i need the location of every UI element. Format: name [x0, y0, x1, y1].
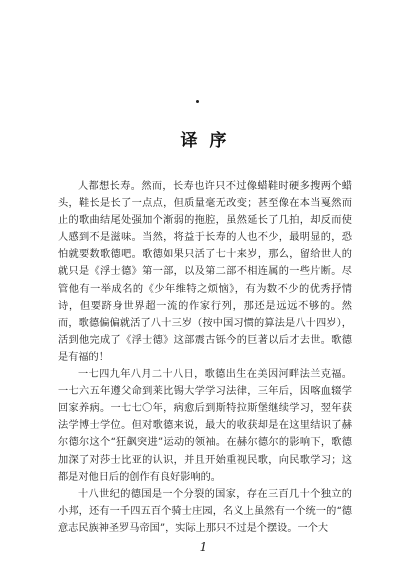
- paragraph-1: 人都想长寿。然而，长寿也许只不过像蜡鞋时硬多搜两个蜡头，鞋长是长了一点点，但质量毫无改变；甚至像在本当戛然而止的歌曲结尾处强加个渐弱的拖腔，虽然延长了几拍，却反而使人感到不是滋味。当然，将益于长寿的人也不少，最明显的，恐怕就要数歌德吧。歌德如果只活了七十来岁，那么，留给世人的就只是《浮士德》第一部，以及第二部不相连属的一些片断。尽管他有一举成名的《少年维特之烦恼》，有为数不少的优秀抒情诗，但要跻身世界超一流的作家行列，那还是远远不够的。然而，歌德偏偏就活了八十三岁（按中国习惯的算法是八十四岁），活到他完成了《浮士德》这部震古铄今的巨著以后才去世。歌德是有福的！: [58, 181, 352, 363]
- body-text: [58, 178, 352, 537]
- page-number: 1: [199, 540, 208, 554]
- paragraph-3: 十八世纪的德国是一个分裂的国家，存在三百几十个独立的小邦，还有一千四五百个骑士庄园，名义上虽然有一个统一的“德意志民族神圣罗马帝国”，实际上那只不过是个摆设。一个大: [58, 488, 352, 534]
- paragraph-2: 一七四九年八月二十八日，歌德出生在美因河畔法兰克福。一七六五年遵父命到莱比锡大学学习法律，三年后，因喀血辍学回家养病。一七七〇年，病愈后到斯特拉斯堡继续学习，翌年获法学博士学位。但对歌德来说，最大的收获却是在这里结识了赫尔德尔这个“狂飙突进”运动的领袖。在赫尔德尔的影响下，歌德加深了对莎士比亚的认识，并且开始重视民歌，向民歌学习；这都是对他日后的创作有良好影响的。: [58, 369, 352, 483]
- page-title: 译序: [180, 131, 239, 151]
- ornament-dot: [196, 100, 199, 103]
